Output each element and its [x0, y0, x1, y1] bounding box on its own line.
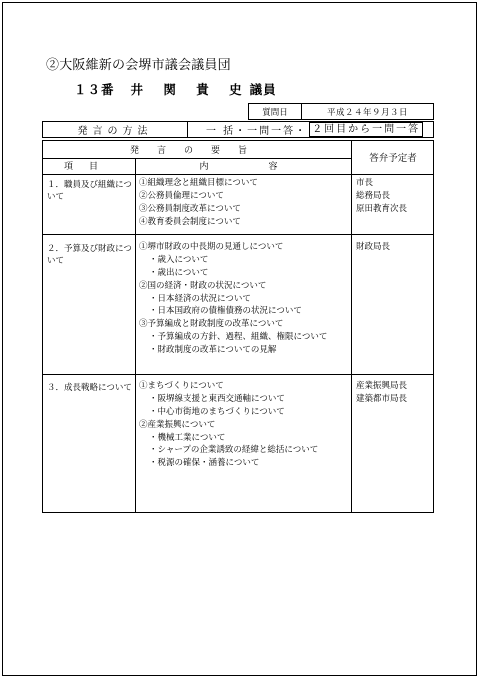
header-item: 項目	[63, 162, 114, 172]
section-item: ３．成長戦略について	[47, 383, 132, 393]
section-content	[139, 380, 349, 470]
member-number: １３番	[74, 82, 115, 97]
table-section-divider-2	[43, 374, 433, 375]
content-line: ・機械工業について	[149, 432, 226, 443]
section-item: １．職員及び組織につ いて	[47, 180, 132, 202]
member-name: 井 関 貴 史	[130, 82, 250, 97]
content-line: ・シャープの企業誘致の経緯と総括について	[149, 445, 319, 456]
content-line: ①堺市財政の中長期の見通しについて	[139, 242, 284, 252]
content-line: ・中心市街地のまちづくりについて	[149, 406, 285, 417]
section-respondents	[356, 241, 434, 254]
table-header-bottom	[43, 174, 433, 175]
section-respondents	[356, 177, 434, 216]
content-line: ②産業振興について	[139, 419, 216, 430]
question-date-label: 質問日	[249, 104, 302, 119]
member-title: 議員	[249, 82, 277, 97]
section-item: ２．予算及び財政につ いて	[47, 244, 132, 266]
section-content	[139, 241, 349, 357]
group-name: ②大阪維新の会堺市議会議員団	[46, 58, 231, 73]
header-summary: 発言の要旨	[129, 146, 265, 156]
content-line: ④教育委員会制度について	[139, 216, 241, 227]
content-line: ・財政制度の改革についての見解	[149, 345, 277, 356]
table-divider-item	[135, 158, 136, 512]
section-content	[139, 177, 349, 229]
member-line	[74, 80, 277, 98]
speech-method-options	[188, 122, 433, 137]
content-line: ・歳出について	[149, 267, 209, 278]
content-line: ・日本経済の状況について	[149, 293, 251, 304]
table-divider-respondent	[351, 141, 352, 512]
respondent: 財政局長	[356, 242, 391, 252]
speech-method-row	[42, 121, 434, 138]
content-line: ・歳入について	[149, 254, 209, 265]
question-date-box	[248, 103, 434, 120]
speech-method-option-1: 一 括・一問一答・	[206, 126, 308, 137]
speech-method-selected-option: ２回目から一問一答	[309, 122, 423, 137]
questions-table	[42, 140, 434, 513]
respondent: 市長	[356, 178, 374, 188]
speech-method-label: 発言の方法	[43, 122, 188, 137]
content-line: ・予算編成の方針、過程、組織、権限について	[149, 332, 328, 343]
content-line: ①まちづくりについて	[139, 381, 224, 391]
content-line: ①組織理念と組織目標について	[139, 178, 258, 188]
header-content: 内容	[199, 162, 338, 172]
respondent: 総務局長	[356, 190, 391, 201]
content-line: ・阪堺線支援と東西交通軸について	[149, 393, 285, 404]
respondent: 産業振興局長	[356, 381, 408, 391]
table-section-divider-1	[43, 234, 433, 235]
section-respondents	[356, 380, 434, 406]
content-line: ②国の経済・財政の状況について	[139, 280, 267, 291]
respondent: 建築都市局長	[356, 393, 408, 404]
respondent: 原田教育次長	[356, 203, 408, 214]
content-line: ③予算編成と財政制度の改革について	[139, 319, 284, 330]
header-respondent: 答弁予定者	[369, 153, 417, 164]
content-line: ③公務員制度改革について	[139, 203, 241, 214]
question-date-value: 平成２４年９月３日	[326, 107, 408, 118]
content-line: ②公務員倫理について	[139, 190, 224, 201]
content-line: ・日本国政府の債権債務の状況について	[149, 306, 302, 317]
content-line: ・税源の確保・涵養について	[149, 458, 260, 469]
